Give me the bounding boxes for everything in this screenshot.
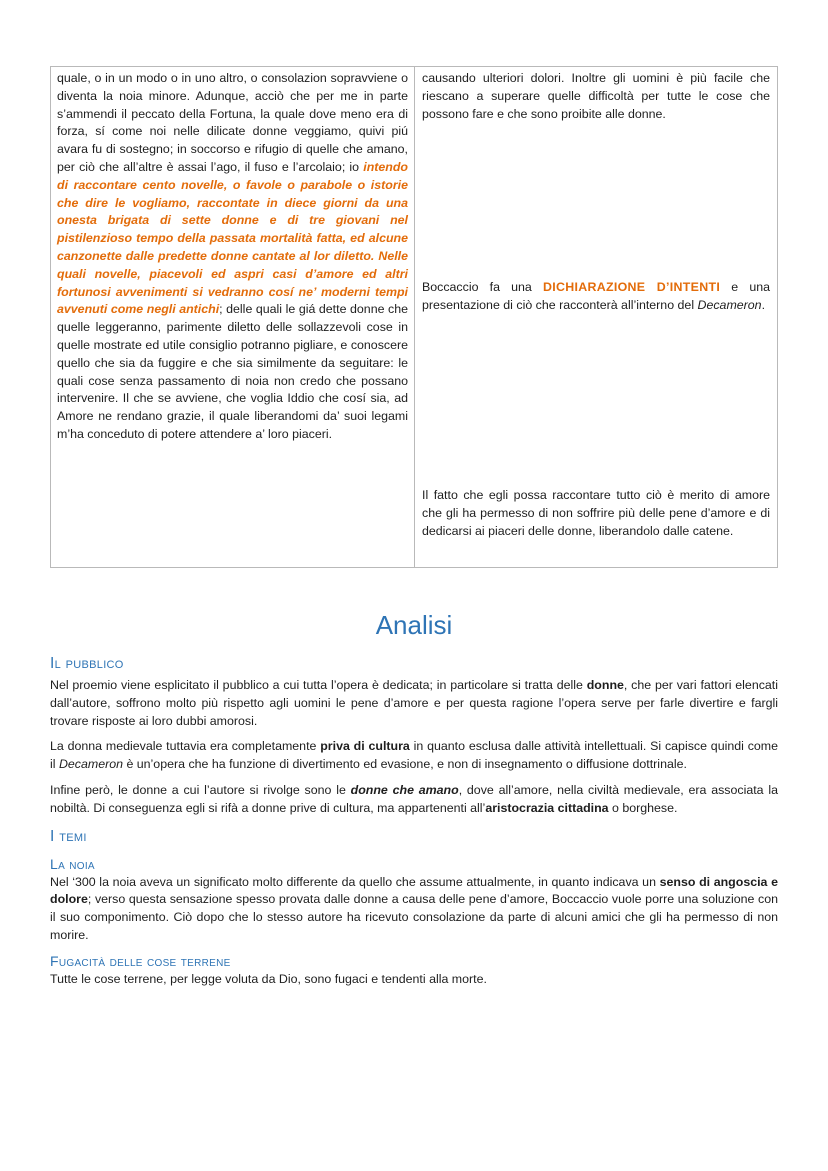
bold-text: senso di angoscia e dolore [50, 874, 778, 907]
text: La donna medievale tuttavia era completamente [50, 739, 321, 754]
section-title: Analisi [375, 610, 453, 640]
proemio-highlight: intendo di raccontare cento novelle, o favole o parabole o istorie che dire le vogliamo, raccontate in diece giorni da una onesta brigata di sette donne e di tre giovani nel pistilenzioso tempo della passata mortalità fatta, ed alcune canzonette dalle predette donne cantate al lor diletto. Nelle quali novelle, piacevoli ed aspri casi d’amore ed altri fortunosi avvenimenti si vedranno cosí ne’ moderni tempi avvenuti come negli antichi [57, 159, 408, 317]
text: Infine però, le donne a cui l’autore si rivolge sono le [50, 782, 351, 797]
italic-text: Decameron [58, 757, 123, 772]
text: o borghese. [608, 800, 678, 815]
text: in quanto esclusa dalle attività intellettuali. Si capisce quindi come il [50, 739, 778, 772]
paragraph [50, 782, 778, 818]
note-title-italic: Decameron [697, 297, 762, 312]
paragraph: Tutte le cose terrene, per legge voluta da Dio, sono fugaci e tendenti alla morte. [50, 971, 487, 986]
proemio-table [50, 66, 778, 568]
text: Nel ‘300 la noia aveva un significato molto differente da quello che assume attualmente, in quanto indicava un [50, 874, 660, 889]
bold-text: priva di cultura [320, 739, 410, 754]
note-text: e una presentazione di ciò che racconterà all’interno del [422, 280, 771, 312]
analisi-content [50, 655, 778, 997]
paragraph [50, 677, 778, 730]
note-dolori: causando ulteriori dolori. Inoltre gli uomini è più facile che riescano a superare quelle difficoltà per tutte le cose che possono fare e che sono proibite alle donne. [422, 71, 770, 121]
paragraph [50, 738, 778, 774]
note-amore: Il fatto che egli possa raccontare tutto ciò è merito di amore che gli ha permesso di non soffrire più delle pene d’amore e di dedicarsi ai piaceri delle donne, liberandolo dalle catene. [422, 488, 770, 538]
proemio-text-part: ; delle quali le giá dette donne che quelle leggeranno, parimente diletto delle sollazzevoli cose in quelle mostrate ed utile consiglio potranno pigliare, e conoscere quello che sia da fuggire e che sia similmente da seguitare: le quali cose senza passamento di noia non credo che possano intervenire. Il che se avviene, che voglia Iddio che cosí sia, ad Amore ne rendano grazie, il quale liberandomi da’ suoi legami m’ha conceduto di potere attendere a’ loro piaceri. [57, 302, 409, 441]
notes-column [415, 67, 777, 567]
note-text: . [761, 297, 766, 312]
text: Nel proemio viene esplicitato il pubblico a cui tutta l’opera è dedicata; in particolare si tratta delle [50, 678, 587, 692]
note-dichiarazione [422, 279, 770, 315]
text: , che per vari fattori elencati dall’autore, soffrono molto più rispetto agli uomini le pene d’amore e per questa ragione l’opera serve per farle divertire e fargli trovare risposte ai loro dubbi amorosi. [50, 678, 778, 728]
proemio-text [57, 70, 408, 444]
text: ; verso questa sensazione spesso provata dalle donne a causa delle pene d’amore, Boccaccio vuole porre una soluzione con il suo componimento. Ciò dopo che lo stesso autore ha ricevuto consolazione da parte di alcuni amici che gli ha permesso di non morire. [50, 892, 778, 942]
text-column [51, 67, 415, 567]
bold-italic-text: donne che amano [350, 782, 459, 797]
proemio-text-part: quale, o in un modo o in uno altro, o consolazion sopravviene o diventa la noia minore. Adunque, acciò che per me in parte s’ammendi il peccato della Fortuna, la quale dove meno era di forza, sí come noi nelle dilicate donne veggiamo, quivi piú avara fu di sostegno; in soccorso e rifugio di quelle che amano, per ciò che all’altre è assai l’ago, il fuso e l’arcolaio; io [57, 71, 408, 174]
heading-fugacita: Fugacità delle cose terrene [50, 952, 231, 969]
text: , dove all’amore, nella civiltà medievale, era associata la nobiltà. Di conseguenza egli si rifà a donne prive di cultura, ma appartenenti all’ [50, 782, 778, 815]
heading-temi: I temi [50, 827, 87, 845]
heading-noia: La noia [50, 855, 95, 872]
paragraph [50, 874, 778, 945]
bold-text: donne [586, 678, 624, 692]
note-text: Boccaccio fa una [422, 280, 543, 294]
text: è un’opera che ha funzione di divertimento ed evasione, e non di insegnamento o diffusione dottrinale. [123, 757, 687, 772]
heading-pubblico: Il pubblico [50, 655, 124, 672]
note-keyword: DICHIARAZIONE D’INTENTI [543, 280, 721, 294]
bold-text: aristocrazia cittadina [485, 800, 609, 815]
